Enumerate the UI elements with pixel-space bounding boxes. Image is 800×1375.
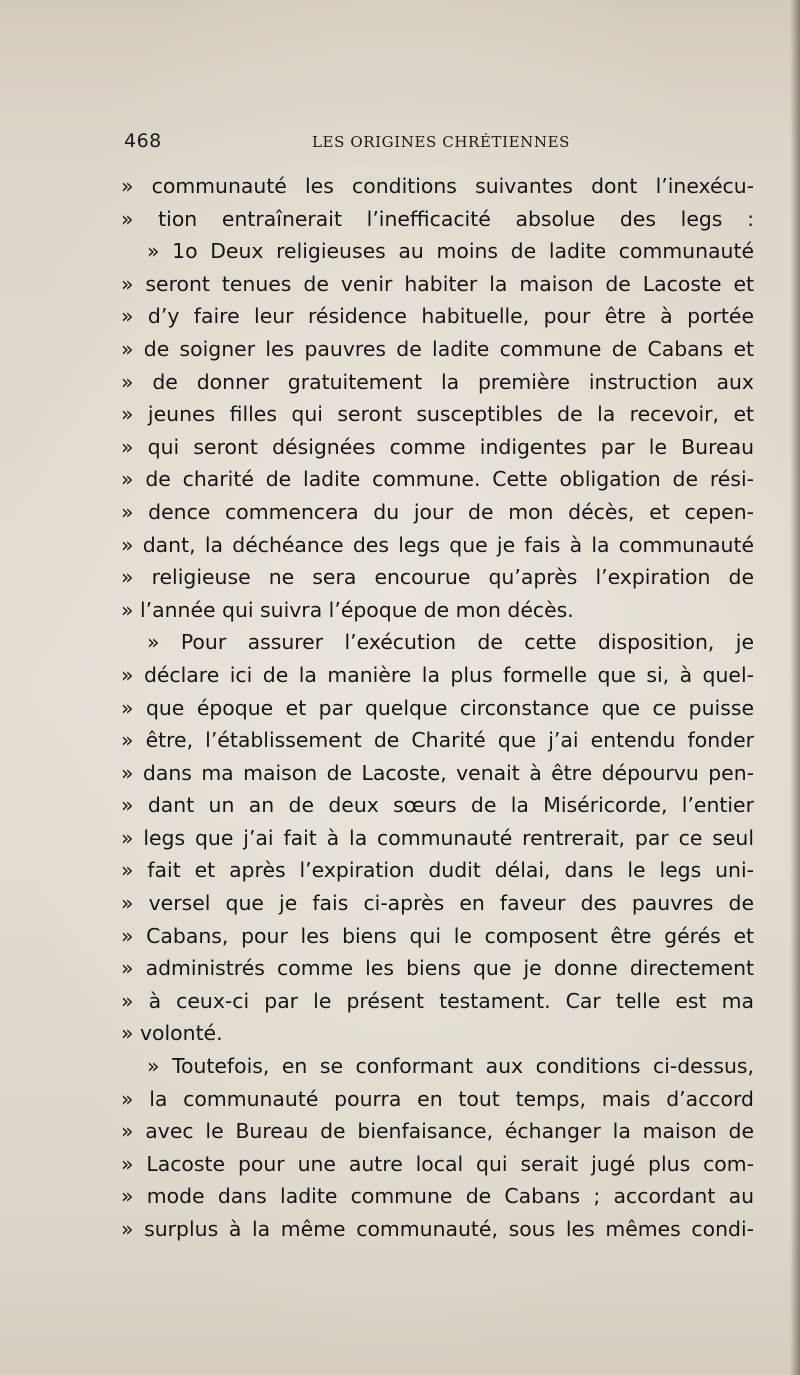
text-line: » administrés comme les biens que je donne directement xyxy=(121,956,754,981)
body-text xyxy=(121,170,754,1246)
text-line: » surplus à la même communauté, sous les mêmes condi- xyxy=(121,1217,754,1241)
text-line: » de donner gratuitement la première instruction aux xyxy=(121,369,754,394)
text-line: » seront tenues de venir habiter la maison de Lacoste et xyxy=(121,271,754,296)
text-line: » à ceux-ci par le présent testament. Car telle est ma xyxy=(121,988,754,1013)
text-line: » mode dans ladite commune de Cabans ; accordant au xyxy=(121,1184,754,1209)
text-line: » qui seront désignées comme indigentes par le Bureau xyxy=(121,434,754,459)
text-line: » de charité de ladite commune. Cette obligation de rési- xyxy=(121,467,754,492)
page-number: 468 xyxy=(124,130,162,152)
text-line: » Pour assurer l’exécution de cette disposition, je xyxy=(147,630,754,655)
text-line: » religieuse ne sera encourue qu’après l’expiration de xyxy=(121,565,754,590)
text-line: » déclare ici de la manière la plus formelle que si, à quel- xyxy=(121,662,754,687)
page-edge-shadow xyxy=(790,0,800,1375)
text-line: » d’y faire leur résidence habituelle, pour être à portée xyxy=(121,304,754,329)
text-line: » que époque et par quelque circonstance que ce puisse xyxy=(121,695,754,720)
text-line: » l’année qui suivra l’époque de mon décès. xyxy=(121,597,574,622)
text-line: » la communauté pourra en tout temps, mais d’accord xyxy=(121,1086,754,1111)
text-line: » tion entraînerait l’inefficacité absolue des legs : xyxy=(121,206,754,231)
text-line: » versel que je fais ci-après en faveur des pauvres de xyxy=(121,891,754,916)
page-header xyxy=(124,130,754,160)
text-line: » dant un an de deux sœurs de la Miséricorde, l’entier xyxy=(121,793,754,818)
text-line: » volonté. xyxy=(121,1021,223,1046)
text-line: » de soigner les pauvres de ladite commune de Cabans et xyxy=(121,336,754,361)
text-line: » jeunes filles qui seront susceptibles de la recevoir, et xyxy=(121,402,754,427)
text-line: » legs que j’ai fait à la communauté rentrerait, par ce seul xyxy=(121,825,754,850)
text-line: » avec le Bureau de bienfaisance, échanger la maison de xyxy=(121,1119,754,1144)
text-line: » fait et après l’expiration dudit délai, dans le legs uni- xyxy=(121,858,754,883)
text-line: » être, l’établissement de Charité que j’ai entendu fonder xyxy=(121,728,754,753)
text-line: » dant, la déchéance des legs que je fais à la communauté xyxy=(121,532,754,557)
text-line: » 1o Deux religieuses au moins de ladite communauté xyxy=(147,239,754,264)
running-title: LES ORIGINES CHRÉTIENNES xyxy=(312,133,571,151)
text-line: » Lacoste pour une autre local qui serait jugé plus com- xyxy=(121,1151,754,1176)
text-line: » Cabans, pour les biens qui le composent être gérés et xyxy=(121,923,754,948)
text-line: » dans ma maison de Lacoste, venait à être dépourvu pen- xyxy=(121,760,754,785)
text-line: » dence commencera du jour de mon décès, et cepen- xyxy=(121,499,754,524)
text-line: » communauté les conditions suivantes dont l’inexécu- xyxy=(121,174,754,198)
text-line: » Toutefois, en se conformant aux conditions ci-dessus, xyxy=(147,1054,754,1079)
